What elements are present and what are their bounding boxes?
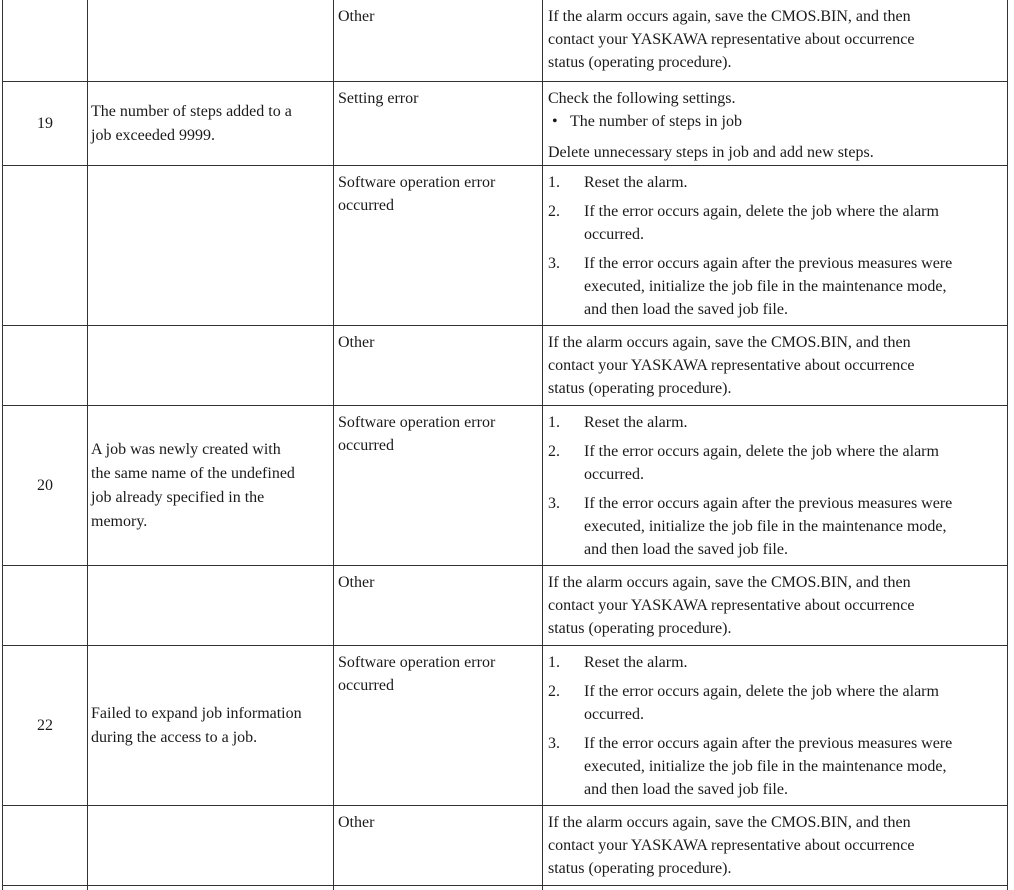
step-number: 3. — [548, 735, 560, 752]
step-line: If the error occurs again, delete the job where the alarm — [584, 683, 939, 700]
remedy-cell — [542, 326, 1008, 405]
step-line: occurred. — [584, 706, 644, 723]
description-line: The number of steps added to a — [91, 102, 292, 120]
bullet-mark: • — [552, 113, 558, 130]
alarm-number: 19 — [37, 114, 53, 132]
remedy-cell — [542, 166, 1008, 325]
remedy-bullet-item — [548, 110, 1003, 133]
step-number: 3. — [548, 495, 560, 512]
remedy-line: status (operating procedure). — [548, 860, 732, 877]
remedy-cell — [542, 0, 1008, 81]
step-line: Reset the alarm. — [584, 414, 688, 431]
description-cell — [87, 566, 333, 645]
remedy-line: status (operating procedure). — [548, 54, 732, 71]
remedy-step — [548, 171, 1003, 194]
cause-line: occurred — [338, 677, 394, 694]
description-text — [91, 702, 302, 750]
step-text — [584, 651, 1003, 674]
table-row — [2, 82, 1008, 166]
description-cell — [87, 406, 333, 565]
table-row — [2, 0, 1008, 82]
description-cell — [87, 806, 333, 885]
step-text — [584, 732, 1003, 801]
description-line: job exceeded 9999. — [91, 126, 215, 144]
step-number: 3. — [548, 255, 560, 272]
cause-line: Other — [338, 574, 375, 591]
step-number: 1. — [548, 654, 560, 671]
alarm-number: 20 — [37, 476, 53, 494]
cause-cell — [333, 166, 542, 325]
remedy-line: contact your YASKAWA representative about occurrence — [548, 837, 915, 854]
remedy-step — [548, 252, 1003, 321]
step-number: 2. — [548, 203, 560, 220]
remedy-line: status (operating procedure). — [548, 620, 732, 637]
step-line: occurred. — [584, 226, 644, 243]
table-row — [2, 646, 1008, 806]
remedy-step — [548, 651, 1003, 674]
cause-line: Software operation error — [338, 654, 496, 671]
step-text — [584, 171, 1003, 194]
remedy-line: contact your YASKAWA representative about occurrence — [548, 357, 915, 374]
table-row — [2, 326, 1008, 406]
remedy-outro: Delete unnecessary steps in job and add new steps. — [548, 144, 874, 161]
remedy-cell — [542, 406, 1008, 565]
cause-cell — [333, 326, 542, 405]
description-text — [91, 438, 295, 534]
remedy-cell — [542, 566, 1008, 645]
remedy-line: If the alarm occurs again, save the CMOS.BIN, and then — [548, 334, 911, 351]
table-row — [2, 406, 1008, 566]
cause-line: Software operation error — [338, 174, 496, 191]
description-cell — [87, 0, 333, 81]
description-line: A job was newly created with — [91, 440, 281, 458]
remedy-line: If the alarm occurs again, save the CMOS.BIN, and then — [548, 574, 911, 591]
remedy-cell — [542, 806, 1008, 885]
alarm-number: 22 — [37, 716, 53, 734]
step-number: 1. — [548, 414, 560, 431]
description-cell — [87, 82, 333, 165]
step-text — [584, 440, 1003, 486]
cause-line: occurred — [338, 437, 394, 454]
cause-cell — [333, 406, 542, 565]
step-line: If the error occurs again after the previous measures were — [584, 735, 953, 752]
step-line: executed, initialize the job file in the maintenance mode, — [584, 518, 947, 535]
alarm-number-cell — [2, 806, 87, 885]
description-line: job already specified in the — [91, 488, 265, 506]
cause-line: Other — [338, 334, 375, 351]
alarm-table — [2, 0, 1008, 886]
step-text — [584, 680, 1003, 726]
alarm-number-cell — [2, 566, 87, 645]
remedy-line: contact your YASKAWA representative about occurrence — [548, 31, 915, 48]
table-row — [2, 166, 1008, 326]
step-number: 2. — [548, 443, 560, 460]
remedy-cell — [542, 82, 1008, 165]
remedy-step — [548, 680, 1003, 726]
step-text — [584, 252, 1003, 321]
cause-line: Setting error — [338, 90, 419, 107]
remedy-line: contact your YASKAWA representative about occurrence — [548, 597, 915, 614]
description-cell — [87, 166, 333, 325]
description-line: memory. — [91, 512, 148, 530]
cause-cell — [333, 806, 542, 885]
step-line: If the error occurs again, delete the job where the alarm — [584, 203, 939, 220]
step-line: executed, initialize the job file in the maintenance mode, — [584, 758, 947, 775]
description-text — [91, 100, 292, 148]
description-cell — [87, 326, 333, 405]
description-cell — [87, 646, 333, 805]
cause-cell — [333, 0, 542, 81]
step-line: and then load the saved job file. — [584, 301, 788, 318]
cause-line: occurred — [338, 197, 394, 214]
step-text — [584, 411, 1003, 434]
remedy-line: If the alarm occurs again, save the CMOS.BIN, and then — [548, 814, 911, 831]
remedy-intro: Check the following settings. — [548, 90, 736, 107]
step-line: If the error occurs again after the previous measures were — [584, 255, 953, 272]
step-line: Reset the alarm. — [584, 654, 688, 671]
remedy-step — [548, 200, 1003, 246]
remedy-step — [548, 440, 1003, 486]
table-continuation — [2, 885, 1008, 890]
description-line: during the access to a job. — [91, 728, 258, 746]
alarm-number-cell — [2, 166, 87, 325]
cause-line: Other — [338, 8, 375, 25]
step-line: occurred. — [584, 466, 644, 483]
step-line: and then load the saved job file. — [584, 781, 788, 798]
remedy-step — [548, 411, 1003, 434]
remedy-step — [548, 732, 1003, 801]
step-number: 2. — [548, 683, 560, 700]
step-line: Reset the alarm. — [584, 174, 688, 191]
remedy-line: status (operating procedure). — [548, 380, 732, 397]
description-line: the same name of the undefined — [91, 464, 295, 482]
cause-cell — [333, 646, 542, 805]
table-row — [2, 566, 1008, 646]
cause-line: Software operation error — [338, 414, 496, 431]
bullet-text: The number of steps in job — [570, 113, 742, 130]
step-line: and then load the saved job file. — [584, 541, 788, 558]
description-line: Failed to expand job information — [91, 704, 302, 722]
step-text — [584, 200, 1003, 246]
remedy-cell — [542, 646, 1008, 805]
alarm-number-cell — [2, 646, 87, 805]
table-row — [2, 806, 1008, 886]
alarm-number-cell — [2, 82, 87, 165]
cause-cell — [333, 566, 542, 645]
step-line: executed, initialize the job file in the maintenance mode, — [584, 278, 947, 295]
step-line: If the error occurs again, delete the job where the alarm — [584, 443, 939, 460]
alarm-number-cell — [2, 326, 87, 405]
step-number: 1. — [548, 174, 560, 191]
alarm-number-cell — [2, 0, 87, 81]
alarm-number-cell — [2, 406, 87, 565]
step-text — [584, 492, 1003, 561]
step-line: If the error occurs again after the previous measures were — [584, 495, 953, 512]
remedy-line: If the alarm occurs again, save the CMOS.BIN, and then — [548, 8, 911, 25]
remedy-step — [548, 492, 1003, 561]
cause-cell — [333, 82, 542, 165]
cause-line: Other — [338, 814, 375, 831]
